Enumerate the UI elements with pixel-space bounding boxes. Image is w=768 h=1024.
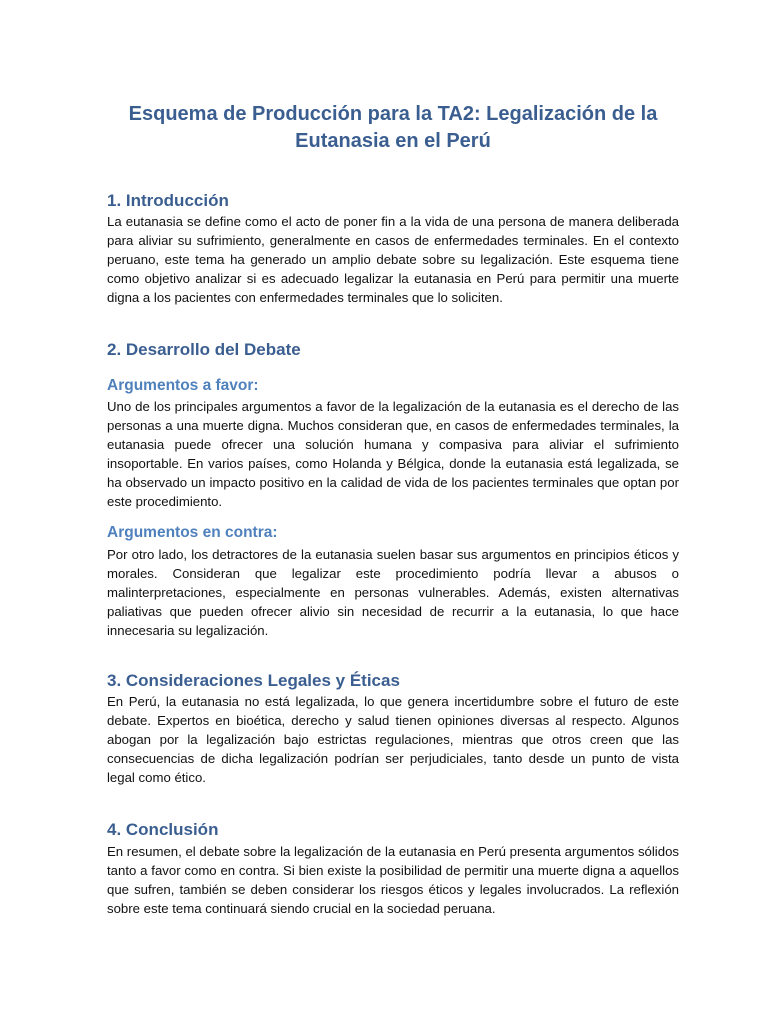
subsection-paragraph-a-favor: Uno de los principales argumentos a favor de la legalización de la eutanasia es el derecho de las personas a una muerte digna. Muchos consideran que, en casos de enfermedades terminales, la eutanasia puede ofrecer una solución humana y compasiva para aliviar el sufrimiento insoportable. En varios países, como Holanda y Bélgica, donde la eutanasia está legalizada, se ha observado un impacto positivo en la calidad de vida de los pacientes terminales que optan por este procedimiento. [107, 399, 679, 509]
section-heading-introduccion: 1. Introducción [107, 191, 229, 210]
section-heading-desarrollo: 2. Desarrollo del Debate [107, 340, 301, 359]
section-heading-conclusion: 4. Conclusión [107, 820, 219, 839]
subsection-heading-a-favor: Argumentos a favor: [107, 377, 259, 394]
subsection-heading-en-contra: Argumentos en contra: [107, 524, 278, 541]
document-title: Esquema de Producción para la TA2: Legalización de la Eutanasia en el Perú [128, 103, 658, 152]
subsection-paragraph-en-contra: Por otro lado, los detractores de la eutanasia suelen basar sus argumentos en principios éticos y morales. Consideran que legalizar este procedimiento podría llevar a abusos o malinterpretaciones, especialmente en personas vulnerables. Además, existen alternativas paliativas que pueden ofrecer alivio sin necesidad de recurrir a la eutanasia, lo que hace innecesaria su legalización. [107, 547, 679, 638]
section-paragraph-introduccion: La eutanasia se define como el acto de poner fin a la vida de una persona de manera deliberada para aliviar su sufrimiento, generalmente en casos de enfermedades terminales. En el contexto peruano, este tema ha generado un amplio debate sobre su legalización. Este esquema tiene como objetivo analizar si es adecuado legalizar la eutanasia en Perú para permitir una muerte digna a los pacientes con enfermedades terminales que lo soliciten. [107, 214, 679, 305]
section-paragraph-conclusion: En resumen, el debate sobre la legalización de la eutanasia en Perú presenta argumentos sólidos tanto a favor como en contra. Si bien existe la posibilidad de permitir una muerte digna a aquellos que sufren, también se deben considerar los riesgos éticos y legales involucrados. La reflexión sobre este tema continuará siendo crucial en la sociedad peruana. [107, 844, 679, 916]
section-paragraph-consideraciones: En Perú, la eutanasia no está legalizada, lo que genera incertidumbre sobre el futuro de este debate. Expertos en bioética, derecho y salud tienen opiniones diversas al respecto. Algunos abogan por la legalización bajo estrictas regulaciones, mientras que otros creen que las consecuencias de dicha legalización podrían ser perjudiciales, tanto desde un punto de vista legal como ético. [107, 694, 679, 785]
section-heading-consideraciones: 3. Consideraciones Legales y Éticas [107, 671, 400, 690]
